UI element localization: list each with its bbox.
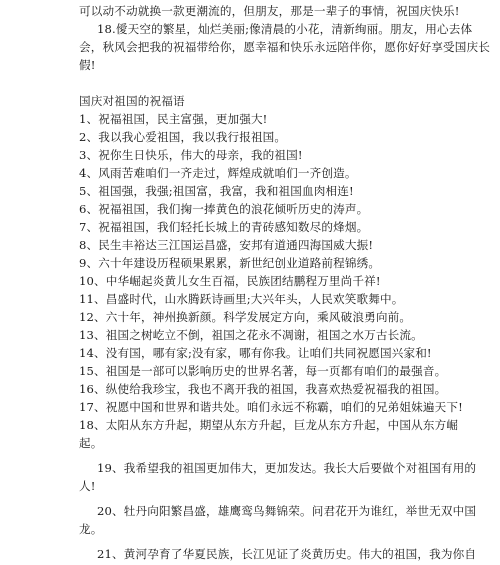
text-line: 15、祖国是一部可以影响历史的世界名著，每一页都有咱们的最强音。 xyxy=(79,364,447,378)
text-line: 6、祝福祖国，我们掬一捧黄色的浪花倾听历史的涛声。 xyxy=(79,202,369,216)
text-line: 8、民生丰裕达三江国运昌盛，安邦有道通四海国威大振! xyxy=(79,238,374,252)
text-line: 5、祖国强，我强;祖国富，我富，我和祖国血肉相连! xyxy=(79,184,354,198)
text-line: 19、我希望我的祖国更加伟大，更加发达。我长大后要做个对祖国有用的 xyxy=(97,461,477,475)
text-line: 4、风雨苦难咱们一齐走过，辉煌成就咱们一齐创造。 xyxy=(79,166,357,180)
text-line: 18、太阳从东方升起，期望从东方升起，巨龙从东方升起，中国从东方崛 xyxy=(79,418,459,432)
text-line: 10、中华崛起炎黄儿女生百福，民族团结鹏程万里尚千祥! xyxy=(79,274,381,288)
text-line: 假! xyxy=(79,58,96,72)
text-line: 2、我以我心爱祖国，我以我行报祖国。 xyxy=(79,130,287,144)
text-line: 20、牡丹向阳繁昌盛，雄鹰鸾鸟舞锦荣。问君花开为谁红，举世无双中国 xyxy=(97,504,477,518)
text-line: 9、六十年建设历程硕果累累，新世纪创业道路前程锦绣。 xyxy=(79,256,381,270)
text-line: 14、没有国，哪有家;没有家，哪有你我。让咱们共同祝愿国兴家和! xyxy=(79,346,432,360)
text-line: 13、祖国之树屹立不倒，祖国之花永不凋谢，祖国之水万古长流。 xyxy=(79,328,423,342)
text-line: 会，秋风会把我的祝福带给你，愿幸福和快乐永远陪伴你，愿你好好享受国庆长 xyxy=(79,40,491,54)
text-line: 18.僾天空的繁星，灿烂美丽;像清晨的小花，清新绚丽。朋友，用心去体 xyxy=(97,22,473,36)
text-line: 人! xyxy=(79,479,96,493)
text-line: 可以动不动就换一款更潮流的，但朋友，那是一辈子的事情，祝国庆快乐! xyxy=(79,4,460,18)
text-line: 16、纵使给我珍宝，我也不离开我的祖国，我喜欢热爱祝福我的祖国。 xyxy=(79,382,447,396)
text-line: 12、六十年，神州换新颜。科学发展定方向，乘风破浪勇向前。 xyxy=(79,310,412,324)
text-line: 17、祝愿中国和世界和谐共处。咱们永远不称霸，咱们的兄弟姐妹遍天下! xyxy=(79,400,463,414)
text-line: 3、祝你生日快乐，伟大的母亲，我的祖国! xyxy=(79,148,303,162)
text-line: 龙。 xyxy=(79,522,103,536)
text-line: 1、祝福祖国，民主富强，更加强大! xyxy=(79,112,268,126)
section-heading: 国庆对祖国的祝福语 xyxy=(79,94,185,108)
text-line: 21、黄河孕育了华夏民族，长江见证了炎黄历史。伟大的祖国，我为你自 xyxy=(97,547,477,561)
text-line: 7、祝福祖国，我们轻托长城上的青砖感知数尽的烽烟。 xyxy=(79,220,369,234)
text-line: 起。 xyxy=(79,436,103,450)
text-line: 11、昌盛时代，山水腾跃诗画里;大兴年头，人民欢笑歌舞中。 xyxy=(79,292,404,306)
